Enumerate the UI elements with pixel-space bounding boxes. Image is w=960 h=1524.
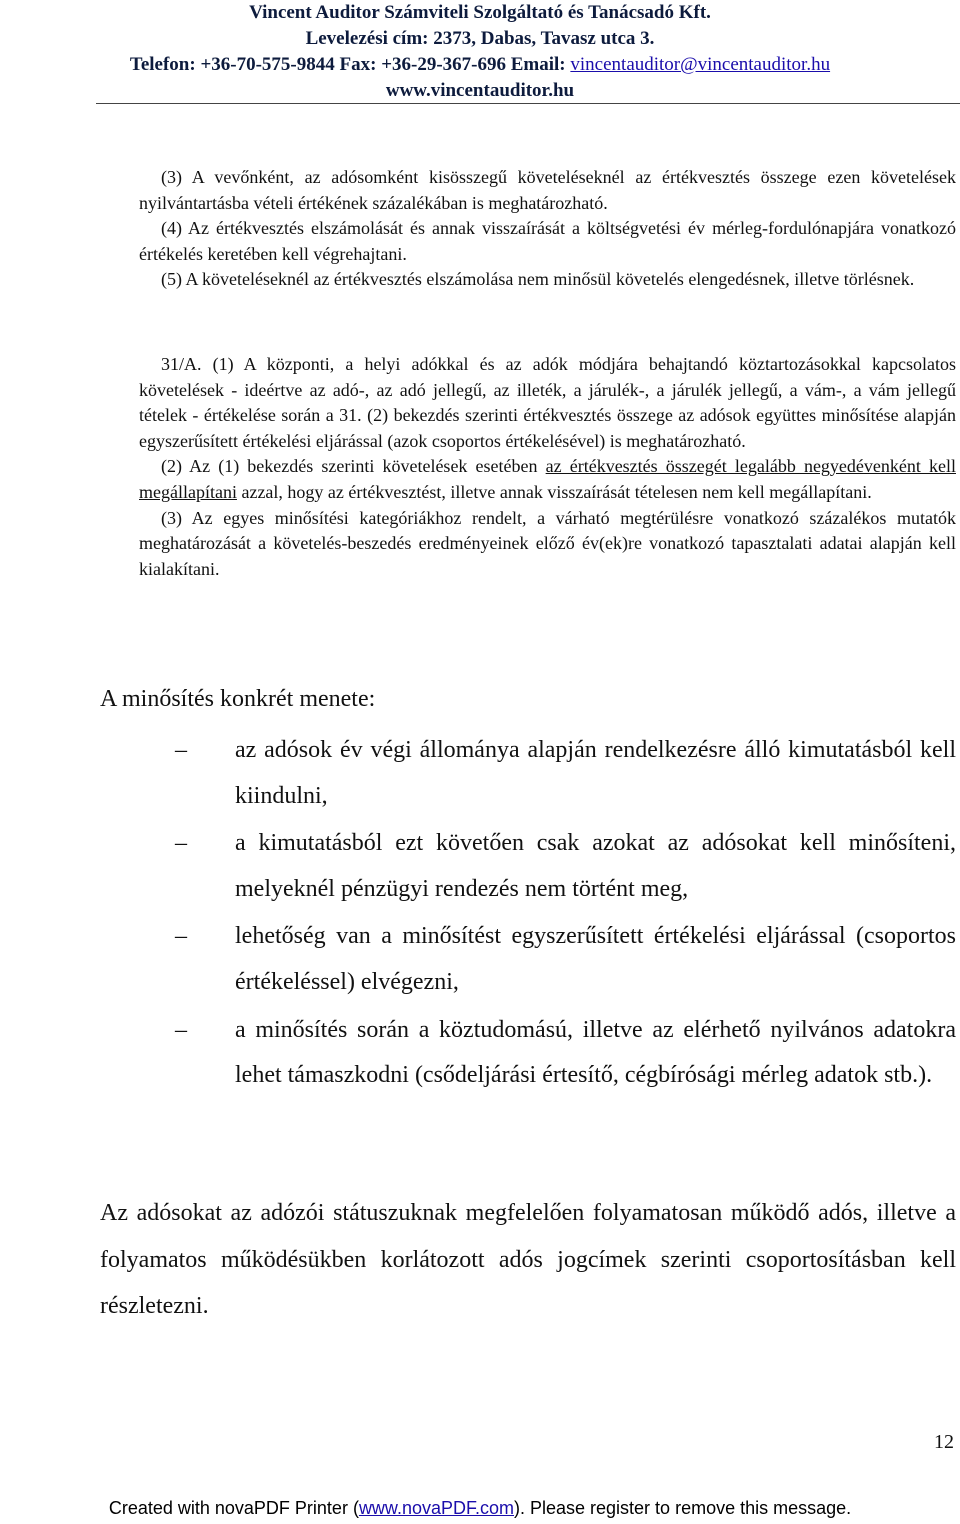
list-item — [100, 728, 956, 819]
process-heading: A minősítés konkrét menete: — [100, 686, 376, 712]
paragraph-31-5: (5) A követeléseknél az értékvesztés elszámolása nem minősül követelés elengedésnek, illetve törlésnek. — [161, 269, 915, 290]
list-item — [100, 914, 956, 1005]
page-number: 12 — [934, 1431, 954, 1453]
dash-bullet-icon: – — [175, 830, 187, 857]
list-item — [100, 821, 956, 912]
novapdf-link[interactable]: www.novaPDF.com — [358, 1498, 514, 1518]
paragraph-31a-2 — [139, 454, 956, 505]
paragraph-31-3: (3) A vevőnként, az adósomként kisösszegű követeléseknél az értékvesztés összege ezen követelések nyilvántartásba vételi értékének százalékában is meghatározható. — [139, 167, 956, 213]
footer-text-start: Created with novaPDF Printer ( — [108, 1498, 359, 1518]
dash-bullet-icon: – — [175, 1016, 187, 1043]
dash-bullet-icon: – — [175, 737, 187, 763]
process-list — [100, 728, 956, 1101]
paragraph-31a-1: 31/A. (1) A központi, a helyi adókkal és az adók módjára behajtandó köztartozásokkal kapcsolatos követelések - ideértve az adó-, az adó jellegű, az illeték, a járulék-, a járulék jellegű, a vám-, a vám jellegű tételek - értékelése során a 31. (2) bekezdés szerinti értékvesztés összege az adósok együttes minősítése alapján egyszerűsített értékelési eljárással (azok csoportos értékelésével) is meghatározható. — [139, 354, 956, 451]
letterhead — [0, 0, 960, 104]
closing-paragraph: Az adósokat az adózói státuszuknak megfelelően folyamatosan működő adós, illetve a folyamatos működésükben korlátozott adós jogcímek szerinti csoportosításban kell részletezni. — [100, 1200, 956, 1319]
list-item-text: lehetőség van a minősítést egyszerűsített értékelési eljárással (csoportos értékeléssel) elvégezni, — [235, 923, 956, 995]
footer-text-end: ). Please register to remove this message. — [514, 1498, 852, 1518]
paragraph-31-4: (4) Az értékvesztés elszámolását és annak visszaírását a költségvetési év mérleg-fordulónapjára vonatkozó értékelés keretében kell végrehajtani. — [139, 218, 956, 264]
list-item-text: az adósok év végi állománya alapján rendelkezésre álló kimutatásból kell kiindulni, — [235, 737, 956, 809]
novapdf-footer — [0, 1496, 960, 1520]
list-item-text: a kimutatásból ezt követően csak azokat az adósokat kell minősíteni, melyeknél pénzügyi rendezés nem történt meg, — [235, 830, 956, 902]
paragraph-31a-3: (3) Az egyes minősítési kategóriákhoz rendelt, a várható megtérülésre vonatkozó százalékos mutatók meghatározását a követelés-beszedés eredményeinek előző év(ek)re vonatkozó tapasztalati adatai alapján kell kialakítani. — [139, 507, 956, 579]
contact-phone-fax: Telefon: +36-70-575-9844 Fax: +36-29-367-696 Email: — [129, 54, 571, 75]
paragraph-31a-2-underlined: az értékvesztés összegét legalább negyedévenként kell megállapítani — [139, 456, 956, 502]
company-name: Vincent Auditor Számviteli Szolgáltató és Tanácsadó Kft. — [249, 2, 711, 23]
dash-bullet-icon: – — [175, 923, 187, 950]
email-link[interactable]: vincentauditor@vincentauditor.hu — [570, 54, 831, 75]
mailing-address: Levelezési cím: 2373, Dabas, Tavasz utca 3. — [305, 28, 655, 49]
section-31a-paragraphs — [139, 352, 956, 582]
website-link[interactable]: www.vincentauditor.hu — [385, 80, 575, 101]
header-divider — [96, 103, 960, 104]
paragraph-31a-2-end: azzal, hogy az értékvesztést, illetve annak visszaírását tételesen nem kell megállapítani. — [236, 481, 872, 502]
section-31-paragraphs — [139, 165, 956, 293]
list-item — [100, 1008, 956, 1099]
contact-line — [0, 52, 960, 78]
list-item-text: a minősítés során a köztudomású, illetve az elérhető nyilvános adatokra lehet támaszkodni (csődeljárási értesítő, cégbírósági mérleg adatok stb.). — [235, 1016, 956, 1089]
paragraph-31a-2-start: (2) Az (1) bekezdés szerinti követelések esetében — [161, 456, 546, 477]
